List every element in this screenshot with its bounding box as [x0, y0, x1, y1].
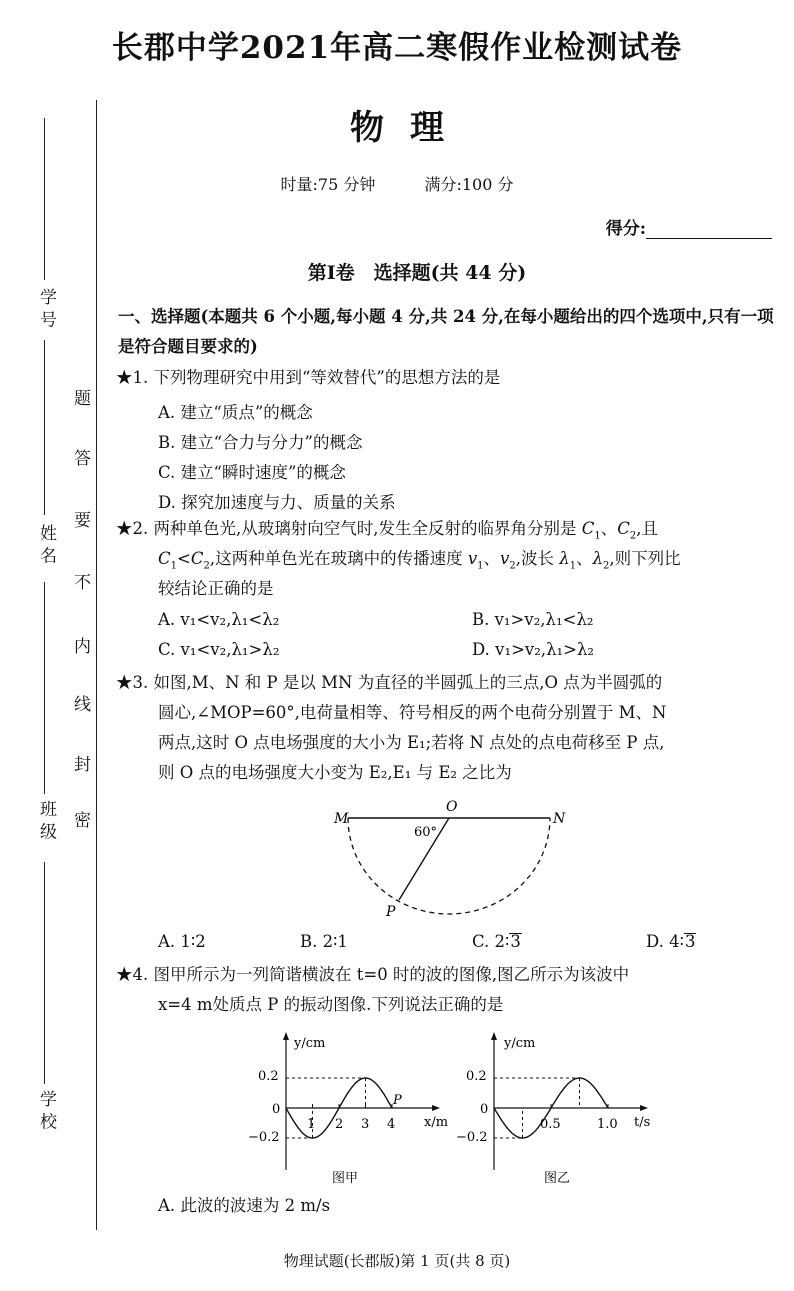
y-tick-label: −0.2: [456, 1130, 488, 1145]
q2-option-c: C. v₁<v₂,λ₁>λ₂: [158, 640, 280, 659]
y-axis-arrow: [283, 1032, 289, 1040]
q1-option-b: B. 建立“合力与分力”的概念: [158, 433, 363, 452]
angle-label: 60°: [414, 825, 438, 840]
page-footer: 物理试题(长郡版)第 1 页(共 8 页): [283, 1252, 511, 1270]
seal-char: 密: [74, 811, 91, 831]
sqrt-3: 3: [684, 932, 696, 951]
q3-line-1: ★3. 如图,M、N 和 P 是以 MN 为直径的半圆弧上的三点,O 点为半圆弧的: [116, 673, 663, 692]
wave-graph-jia: [240, 1030, 465, 1190]
seal-char: 封: [74, 755, 91, 775]
x-tick-label: 1: [307, 1117, 316, 1132]
time-limit: 时量:75 分钟: [280, 175, 376, 194]
x-tick-label: 2: [335, 1117, 344, 1132]
seal-char: 不: [74, 573, 91, 593]
name-line: [44, 340, 45, 515]
school-line: [44, 862, 45, 1084]
student-id-label: 学 号: [36, 288, 56, 328]
seal-char: 要: [74, 511, 91, 531]
q1-option-d: D. 探究加速度与力、质量的关系: [158, 493, 396, 512]
label-o: O: [446, 799, 458, 815]
q3-option-c: C. 2∶3: [472, 932, 521, 951]
full-score: 满分:100 分: [424, 175, 514, 194]
q3-option-b: B. 2∶1: [300, 932, 348, 951]
seal-char: 题: [74, 389, 91, 409]
section-heading: 第Ⅰ卷 选择题(共 44 分): [307, 262, 527, 284]
x-tick-label: 1.0: [597, 1117, 618, 1132]
seal-char: 答: [74, 449, 91, 469]
exam-title: 长郡中学2021年高二寒假作业检测试卷: [111, 30, 683, 66]
y-tick-label: 0: [272, 1102, 281, 1117]
sqrt-3: 3: [510, 932, 521, 951]
y-axis-arrow: [491, 1032, 497, 1040]
x-axis-label: x/m: [424, 1115, 449, 1130]
y-axis-label: y/cm: [504, 1036, 536, 1051]
x-tick-label: 4: [387, 1117, 396, 1132]
exam-meta: [0, 172, 794, 195]
label-m: M: [334, 811, 349, 827]
q1-stem: ★1. 下列物理研究中用到“等效替代”的思想方法的是: [116, 368, 501, 387]
y-tick-label: 0.2: [258, 1069, 279, 1084]
y-tick-label: 0: [480, 1102, 489, 1117]
label-p: P: [386, 904, 396, 920]
class-line: [44, 582, 45, 794]
score-label: 得分:: [605, 219, 646, 239]
graph-caption: 图甲: [332, 1171, 359, 1186]
y-tick-label: −0.2: [248, 1130, 280, 1145]
part1-title: 一、选择题(本题共 6 个小题,每小题 4 分,共 24 分,在每小题给出的四个选项中,只有一项是符合题目要求的): [118, 307, 774, 356]
name-label: 姓 名: [36, 524, 56, 564]
q2-line-3: 较结论正确的是: [158, 579, 274, 598]
q2-option-d: D. v₁>v₂,λ₁>λ₂: [472, 640, 595, 659]
score-field: [606, 214, 772, 239]
q1-option-c: C. 建立“瞬时速度”的概念: [158, 463, 346, 482]
x-axis-arrow: [640, 1105, 648, 1111]
label-n: N: [553, 811, 566, 827]
semicircle-arc: [348, 818, 550, 914]
q2-line-1: ★2. 两种单色光,从玻璃射向空气时,发生全反射的临界角分别是 $C_1$、$C_2$,且: [116, 519, 658, 542]
graph-caption: 图乙: [544, 1171, 571, 1186]
q4-line-2: x=4 m处质点 P 的振动图像.下列说法正确的是: [158, 995, 504, 1014]
x-tick-label: 0.5: [540, 1117, 561, 1132]
x-axis-arrow: [432, 1105, 440, 1111]
x-tick-label: 3: [361, 1117, 370, 1132]
class-label: 班 级: [36, 800, 56, 840]
q3-option-d: D. 4∶3: [646, 932, 696, 951]
subject-title: 物理: [350, 108, 470, 148]
q3-option-a: A. 1∶2: [158, 932, 206, 951]
q2-option-a: A. v₁<v₂,λ₁<λ₂: [158, 610, 280, 629]
y-axis-label: y/cm: [294, 1036, 326, 1051]
semicircle-diagram: [326, 796, 576, 926]
point-p-label: P: [393, 1093, 402, 1108]
y-tick-label: 0.2: [466, 1069, 487, 1084]
x-axis-label: t/s: [634, 1115, 651, 1130]
school-label: 学 校: [36, 1090, 56, 1130]
q3-line-2: 圆心,∠MOP=60°,电荷量相等、符号相反的两个电荷分别置于 M、N: [158, 703, 667, 722]
q1-option-a: A. 建立“质点”的概念: [158, 403, 313, 422]
q3-line-3: 两点,这时 O 点电场强度的大小为 E₁;若将 N 点处的点电荷移至 P 点,: [158, 733, 665, 752]
q3-line-4: 则 O 点的电场强度大小变为 E₂,E₁ 与 E₂ 之比为: [158, 763, 512, 782]
q2-line-2: $C_1<C_2$,这两种单色光在玻璃中的传播速度 $v_1$、$v_2$,波长 $\lambda_1$、$\lambda_2$,则下列比: [158, 549, 681, 572]
vibration-graph-yi: [448, 1030, 673, 1190]
q4-option-a: A. 此波的波速为 2 m/s: [158, 1196, 331, 1215]
score-blank[interactable]: [646, 220, 772, 239]
q2-option-b: B. v₁>v₂,λ₁<λ₂: [472, 610, 594, 629]
seal-char: 内: [74, 637, 91, 657]
q4-line-1: ★4. 图甲所示为一列简谐横波在 t=0 时的波的图像,图乙所示为该波中: [116, 965, 630, 984]
seal-char: 线: [74, 695, 91, 715]
